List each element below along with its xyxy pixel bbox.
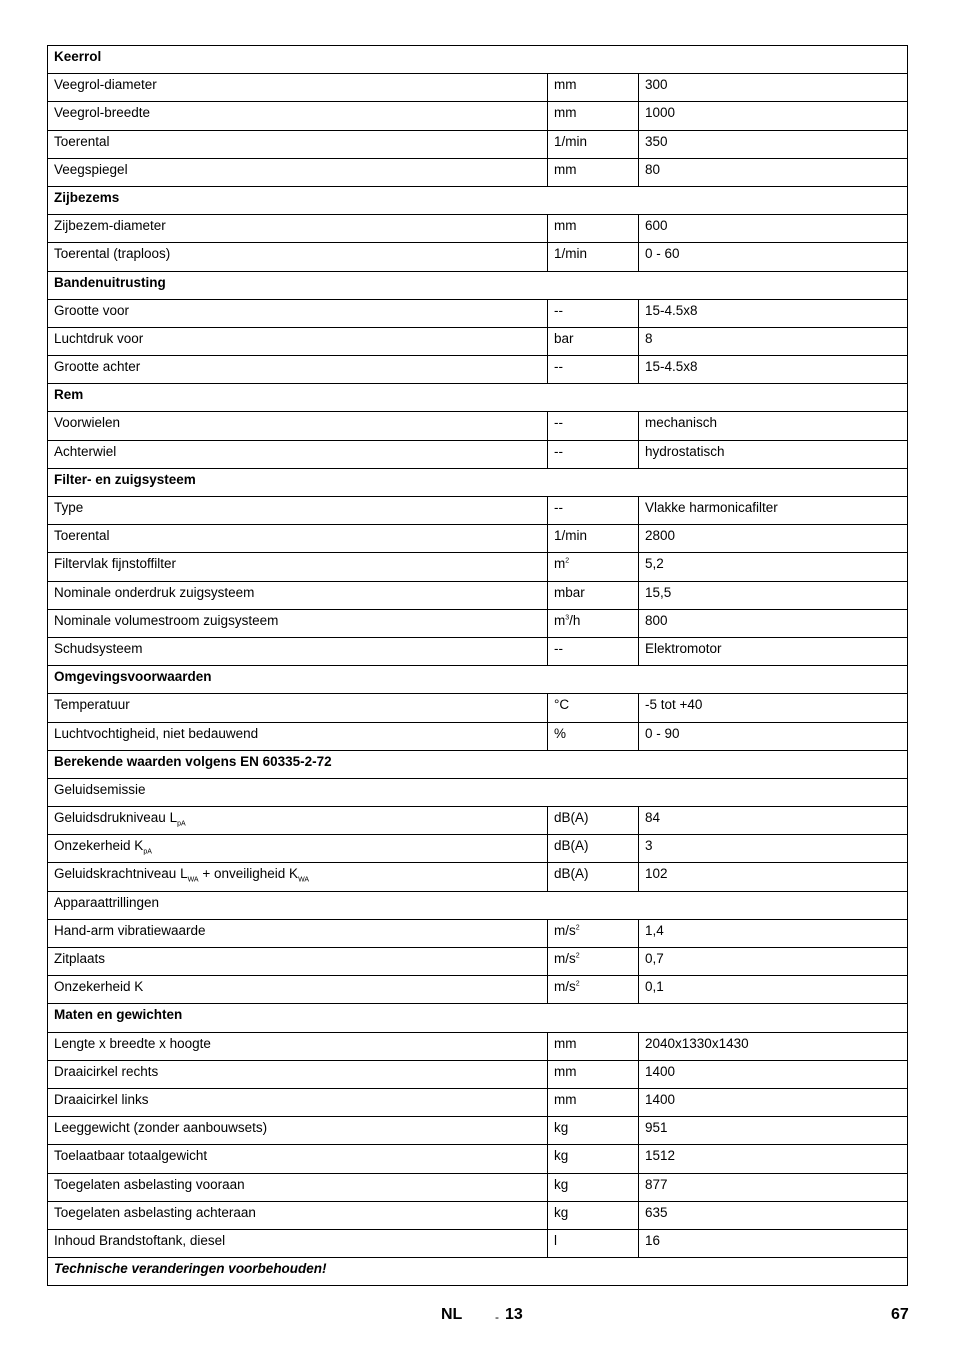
table-row (48, 722, 908, 750)
table-row (48, 1117, 908, 1145)
table-row (48, 440, 908, 468)
spec-unit (548, 1201, 639, 1229)
spec-value: 350 (639, 130, 908, 158)
table-row (48, 807, 908, 835)
table-row (48, 694, 908, 722)
spec-unit (548, 1060, 639, 1088)
table-row (48, 948, 908, 976)
specifications-table (47, 45, 908, 1286)
spec-unit-superscript: 3 (565, 614, 570, 622)
spec-unit-text: bar (554, 330, 574, 346)
spec-unit (548, 609, 639, 637)
spec-label-text: Hand-arm vibratiewaarde (54, 922, 206, 938)
spec-unit-suffix: /h (569, 612, 581, 628)
table-row (48, 1258, 908, 1286)
spec-value: -5 tot +40 (639, 694, 908, 722)
spec-label (48, 1117, 548, 1145)
spec-unit-text: mbar (554, 584, 585, 600)
spec-value: 3 (639, 835, 908, 863)
table-row (48, 778, 908, 806)
spec-label-subscript-2: WA (298, 877, 310, 885)
spec-unit (548, 637, 639, 665)
spec-value: 102 (639, 863, 908, 891)
spec-value: 0,7 (639, 948, 908, 976)
spec-label (48, 130, 548, 158)
subsection-label: Apparaattrillingen (48, 891, 908, 919)
section-heading: Zijbezems (48, 186, 908, 214)
spec-unit-text: -- (554, 415, 563, 431)
spec-value: Vlakke harmonicafilter (639, 497, 908, 525)
table-row (48, 750, 908, 778)
spec-unit-text: dB(A) (554, 866, 589, 882)
table-row (48, 1004, 908, 1032)
spec-label-subscript: WA (187, 877, 199, 885)
spec-label (48, 835, 548, 863)
spec-label-text: Geluidsdrukniveau L (54, 810, 178, 826)
spec-unit (548, 976, 639, 1004)
table-row (48, 581, 908, 609)
spec-unit-text: kg (554, 1204, 569, 1220)
spec-value: 15-4.5x8 (639, 299, 908, 327)
spec-label-text: Nominale onderdruk zuigsysteem (54, 584, 255, 600)
spec-label (48, 299, 548, 327)
spec-label (48, 722, 548, 750)
spec-unit (548, 412, 639, 440)
spec-label (48, 863, 548, 891)
spec-value: 2800 (639, 525, 908, 553)
spec-unit-text: mm (554, 77, 577, 93)
spec-unit (548, 525, 639, 553)
table-row (48, 525, 908, 553)
spec-label-text: Toerental (54, 133, 110, 149)
spec-label-text: Veegspiegel (54, 161, 128, 177)
spec-unit-text: m/s (554, 951, 576, 966)
spec-unit (548, 327, 639, 355)
spec-value: 600 (639, 215, 908, 243)
spec-label-text: Zijbezem-diameter (54, 218, 166, 234)
spec-unit (548, 948, 639, 976)
spec-label-text: Toelaatbaar totaalgewicht (54, 1148, 208, 1164)
spec-label (48, 1173, 548, 1201)
spec-label (48, 609, 548, 637)
section-heading: Filter- en zuigsysteem (48, 468, 908, 496)
table-row (48, 158, 908, 186)
spec-unit-text: m/s (554, 979, 576, 995)
section-heading: Omgevingsvoorwaarden (48, 666, 908, 694)
footer-page-number: 67 (891, 1306, 909, 1323)
spec-label (48, 74, 548, 102)
spec-value: 1400 (639, 1088, 908, 1116)
table-row (48, 384, 908, 412)
spec-value: 15,5 (639, 581, 908, 609)
spec-unit-text: dB(A) (554, 838, 589, 854)
spec-value: 80 (639, 158, 908, 186)
spec-label-text: Luchtdruk voor (54, 330, 144, 346)
spec-unit (548, 158, 639, 186)
table-row (48, 271, 908, 299)
spec-value: 5,2 (639, 553, 908, 581)
spec-unit-superscript: 2 (565, 557, 570, 565)
spec-unit (548, 694, 639, 722)
spec-value: 8 (639, 327, 908, 355)
spec-unit (548, 102, 639, 130)
spec-unit-text: m (554, 612, 566, 628)
spec-unit (548, 130, 639, 158)
spec-label (48, 1229, 548, 1257)
spec-unit-text: -- (554, 359, 563, 375)
spec-unit (548, 215, 639, 243)
spec-unit-text: m (554, 556, 566, 572)
table-row (48, 1032, 908, 1060)
table-row (48, 327, 908, 355)
table-row (48, 835, 908, 863)
spec-label-text: Grootte achter (54, 359, 141, 375)
section-heading: Maten en gewichten (48, 1004, 908, 1032)
spec-unit-text: l (554, 1232, 557, 1248)
spec-label (48, 243, 548, 271)
spec-unit-text: mm (554, 218, 577, 234)
spec-label-text: Leeggewicht (zonder aanbouwsets) (54, 1120, 268, 1136)
spec-unit-text: % (554, 725, 567, 741)
table-row (48, 553, 908, 581)
spec-unit (548, 807, 639, 835)
spec-unit-superscript: 2 (575, 952, 580, 960)
table-row (48, 46, 908, 74)
specifications-table-body (48, 46, 908, 1286)
footer-dash: - (495, 1310, 499, 1324)
spec-unit-text: kg (554, 1176, 569, 1192)
spec-value: 84 (639, 807, 908, 835)
spec-unit-text: 1/min (554, 133, 588, 149)
spec-label (48, 1032, 548, 1060)
spec-label-text: Type (54, 500, 84, 515)
spec-label-text: Nominale volumestroom zuigsysteem (54, 612, 279, 628)
spec-label (48, 1060, 548, 1088)
section-heading: Bandenuitrusting (48, 271, 908, 299)
spec-unit (548, 1088, 639, 1116)
spec-label (48, 948, 548, 976)
spec-unit (548, 299, 639, 327)
spec-unit (548, 581, 639, 609)
spec-label (48, 497, 548, 525)
table-row (48, 130, 908, 158)
spec-unit-text: mm (554, 1035, 577, 1051)
spec-label-text: Geluidskrachtniveau L (54, 866, 188, 882)
table-row (48, 299, 908, 327)
spec-unit (548, 863, 639, 891)
spec-label (48, 694, 548, 722)
spec-label-text-2: + onveiligheid K (198, 866, 299, 882)
spec-value: mechanisch (639, 412, 908, 440)
spec-label (48, 525, 548, 553)
table-row (48, 1088, 908, 1116)
spec-unit-text: mm (554, 1091, 577, 1107)
spec-unit-text: dB(A) (554, 810, 589, 826)
footer-language: NL (441, 1306, 463, 1323)
table-row (48, 891, 908, 919)
spec-unit-text: 1/min (554, 246, 588, 262)
spec-value: 0 - 90 (639, 722, 908, 750)
table-row (48, 1145, 908, 1173)
table-row (48, 1060, 908, 1088)
table-row (48, 468, 908, 496)
spec-unit-superscript: 2 (575, 980, 580, 988)
spec-label-subscript: pA (177, 820, 186, 828)
spec-unit (548, 1032, 639, 1060)
spec-value: 15-4.5x8 (639, 356, 908, 384)
table-row (48, 186, 908, 214)
spec-value: 2040x1330x1430 (639, 1032, 908, 1060)
section-heading: Berekende waarden volgens EN 60335-2-72 (48, 750, 908, 778)
table-row (48, 412, 908, 440)
spec-label-text: Schudsysteem (54, 640, 143, 656)
subsection-label: Geluidsemissie (48, 778, 908, 806)
spec-unit (548, 74, 639, 102)
spec-label-text: Filtervlak fijnstoffilter (54, 556, 177, 572)
spec-value: 951 (639, 1117, 908, 1145)
spec-label-text: Toegelaten asbelasting achteraan (54, 1204, 256, 1220)
table-row (48, 1201, 908, 1229)
spec-label-text: Toegelaten asbelasting vooraan (54, 1176, 245, 1192)
spec-label (48, 327, 548, 355)
spec-label (48, 1145, 548, 1173)
spec-value: hydrostatisch (639, 440, 908, 468)
spec-label-text: Veegrol-breedte (54, 105, 151, 121)
spec-value: 1512 (639, 1145, 908, 1173)
spec-label (48, 807, 548, 835)
spec-value: 635 (639, 1201, 908, 1229)
spec-unit-text: -- (554, 640, 563, 656)
spec-value: 800 (639, 609, 908, 637)
spec-label (48, 553, 548, 581)
spec-label-subscript: pA (143, 848, 152, 856)
spec-unit (548, 835, 639, 863)
spec-label-text: Grootte voor (54, 302, 130, 318)
spec-value: 877 (639, 1173, 908, 1201)
spec-label (48, 976, 548, 1004)
spec-label-text: Voorwielen (54, 415, 121, 431)
spec-label-text: Toerental (54, 528, 110, 544)
table-row (48, 356, 908, 384)
table-row (48, 919, 908, 947)
spec-unit-text: m/s (554, 922, 576, 938)
table-footnote: Technische veranderingen voorbehouden! (48, 1258, 908, 1286)
spec-unit (548, 1117, 639, 1145)
table-row (48, 243, 908, 271)
spec-label (48, 215, 548, 243)
table-row (48, 215, 908, 243)
spec-label-text: Inhoud Brandstoftank, diesel (54, 1232, 226, 1248)
spec-unit-text: °C (554, 697, 570, 713)
spec-unit (548, 440, 639, 468)
table-row (48, 1173, 908, 1201)
spec-label-text: Luchtvochtigheid, niet bedauwend (54, 725, 259, 741)
spec-label-text: Onzekerheid K (54, 838, 144, 854)
spec-label-text: Temperatuur (54, 697, 130, 713)
table-row (48, 74, 908, 102)
table-row (48, 863, 908, 891)
section-heading: Rem (48, 384, 908, 412)
spec-label-text: Toerental (traploos) (54, 246, 171, 262)
spec-label (48, 102, 548, 130)
table-row (48, 637, 908, 665)
spec-label (48, 440, 548, 468)
spec-unit (548, 1229, 639, 1257)
spec-unit-text: kg (554, 1120, 569, 1136)
table-row (48, 1229, 908, 1257)
spec-value: 16 (639, 1229, 908, 1257)
spec-label-text: Draaicirkel rechts (54, 1063, 159, 1079)
spec-value: Elektromotor (639, 637, 908, 665)
spec-label (48, 158, 548, 186)
spec-label (48, 1201, 548, 1229)
spec-value: 0,1 (639, 976, 908, 1004)
spec-label (48, 919, 548, 947)
table-row (48, 102, 908, 130)
table-row (48, 666, 908, 694)
spec-unit (548, 243, 639, 271)
spec-unit-text: -- (554, 500, 563, 515)
spec-label (48, 637, 548, 665)
spec-value: 1,4 (639, 919, 908, 947)
spec-label (48, 1088, 548, 1116)
table-row (48, 497, 908, 525)
spec-unit (548, 356, 639, 384)
spec-label (48, 581, 548, 609)
spec-unit-text: kg (554, 1148, 569, 1164)
spec-unit-superscript: 2 (575, 924, 580, 932)
spec-value: 0 - 60 (639, 243, 908, 271)
spec-value: 1400 (639, 1060, 908, 1088)
spec-label-text: Lengte x breedte x hoogte (54, 1035, 211, 1051)
spec-unit-text: 1/min (554, 528, 588, 544)
spec-label (48, 356, 548, 384)
spec-label-text: Draaicirkel links (54, 1091, 149, 1107)
table-row (48, 609, 908, 637)
spec-label-text: Onzekerheid K (54, 979, 144, 995)
spec-unit-text: -- (554, 443, 563, 459)
spec-value: 1000 (639, 102, 908, 130)
spec-unit-text: mm (554, 161, 577, 177)
spec-unit (548, 919, 639, 947)
spec-label-text: Achterwiel (54, 443, 117, 459)
spec-unit-text: mm (554, 105, 577, 121)
spec-unit-text: -- (554, 302, 563, 318)
table-row (48, 976, 908, 1004)
spec-unit (548, 1145, 639, 1173)
section-heading: Keerrol (48, 46, 908, 74)
spec-label-text: Veegrol-diameter (54, 77, 157, 93)
spec-unit-text: mm (554, 1063, 577, 1079)
spec-unit (548, 553, 639, 581)
spec-unit (548, 722, 639, 750)
footer-section-page: 13 (505, 1306, 523, 1323)
spec-unit (548, 497, 639, 525)
spec-label (48, 412, 548, 440)
spec-unit (548, 1173, 639, 1201)
spec-label-text: Zitplaats (54, 951, 106, 966)
spec-value: 300 (639, 74, 908, 102)
